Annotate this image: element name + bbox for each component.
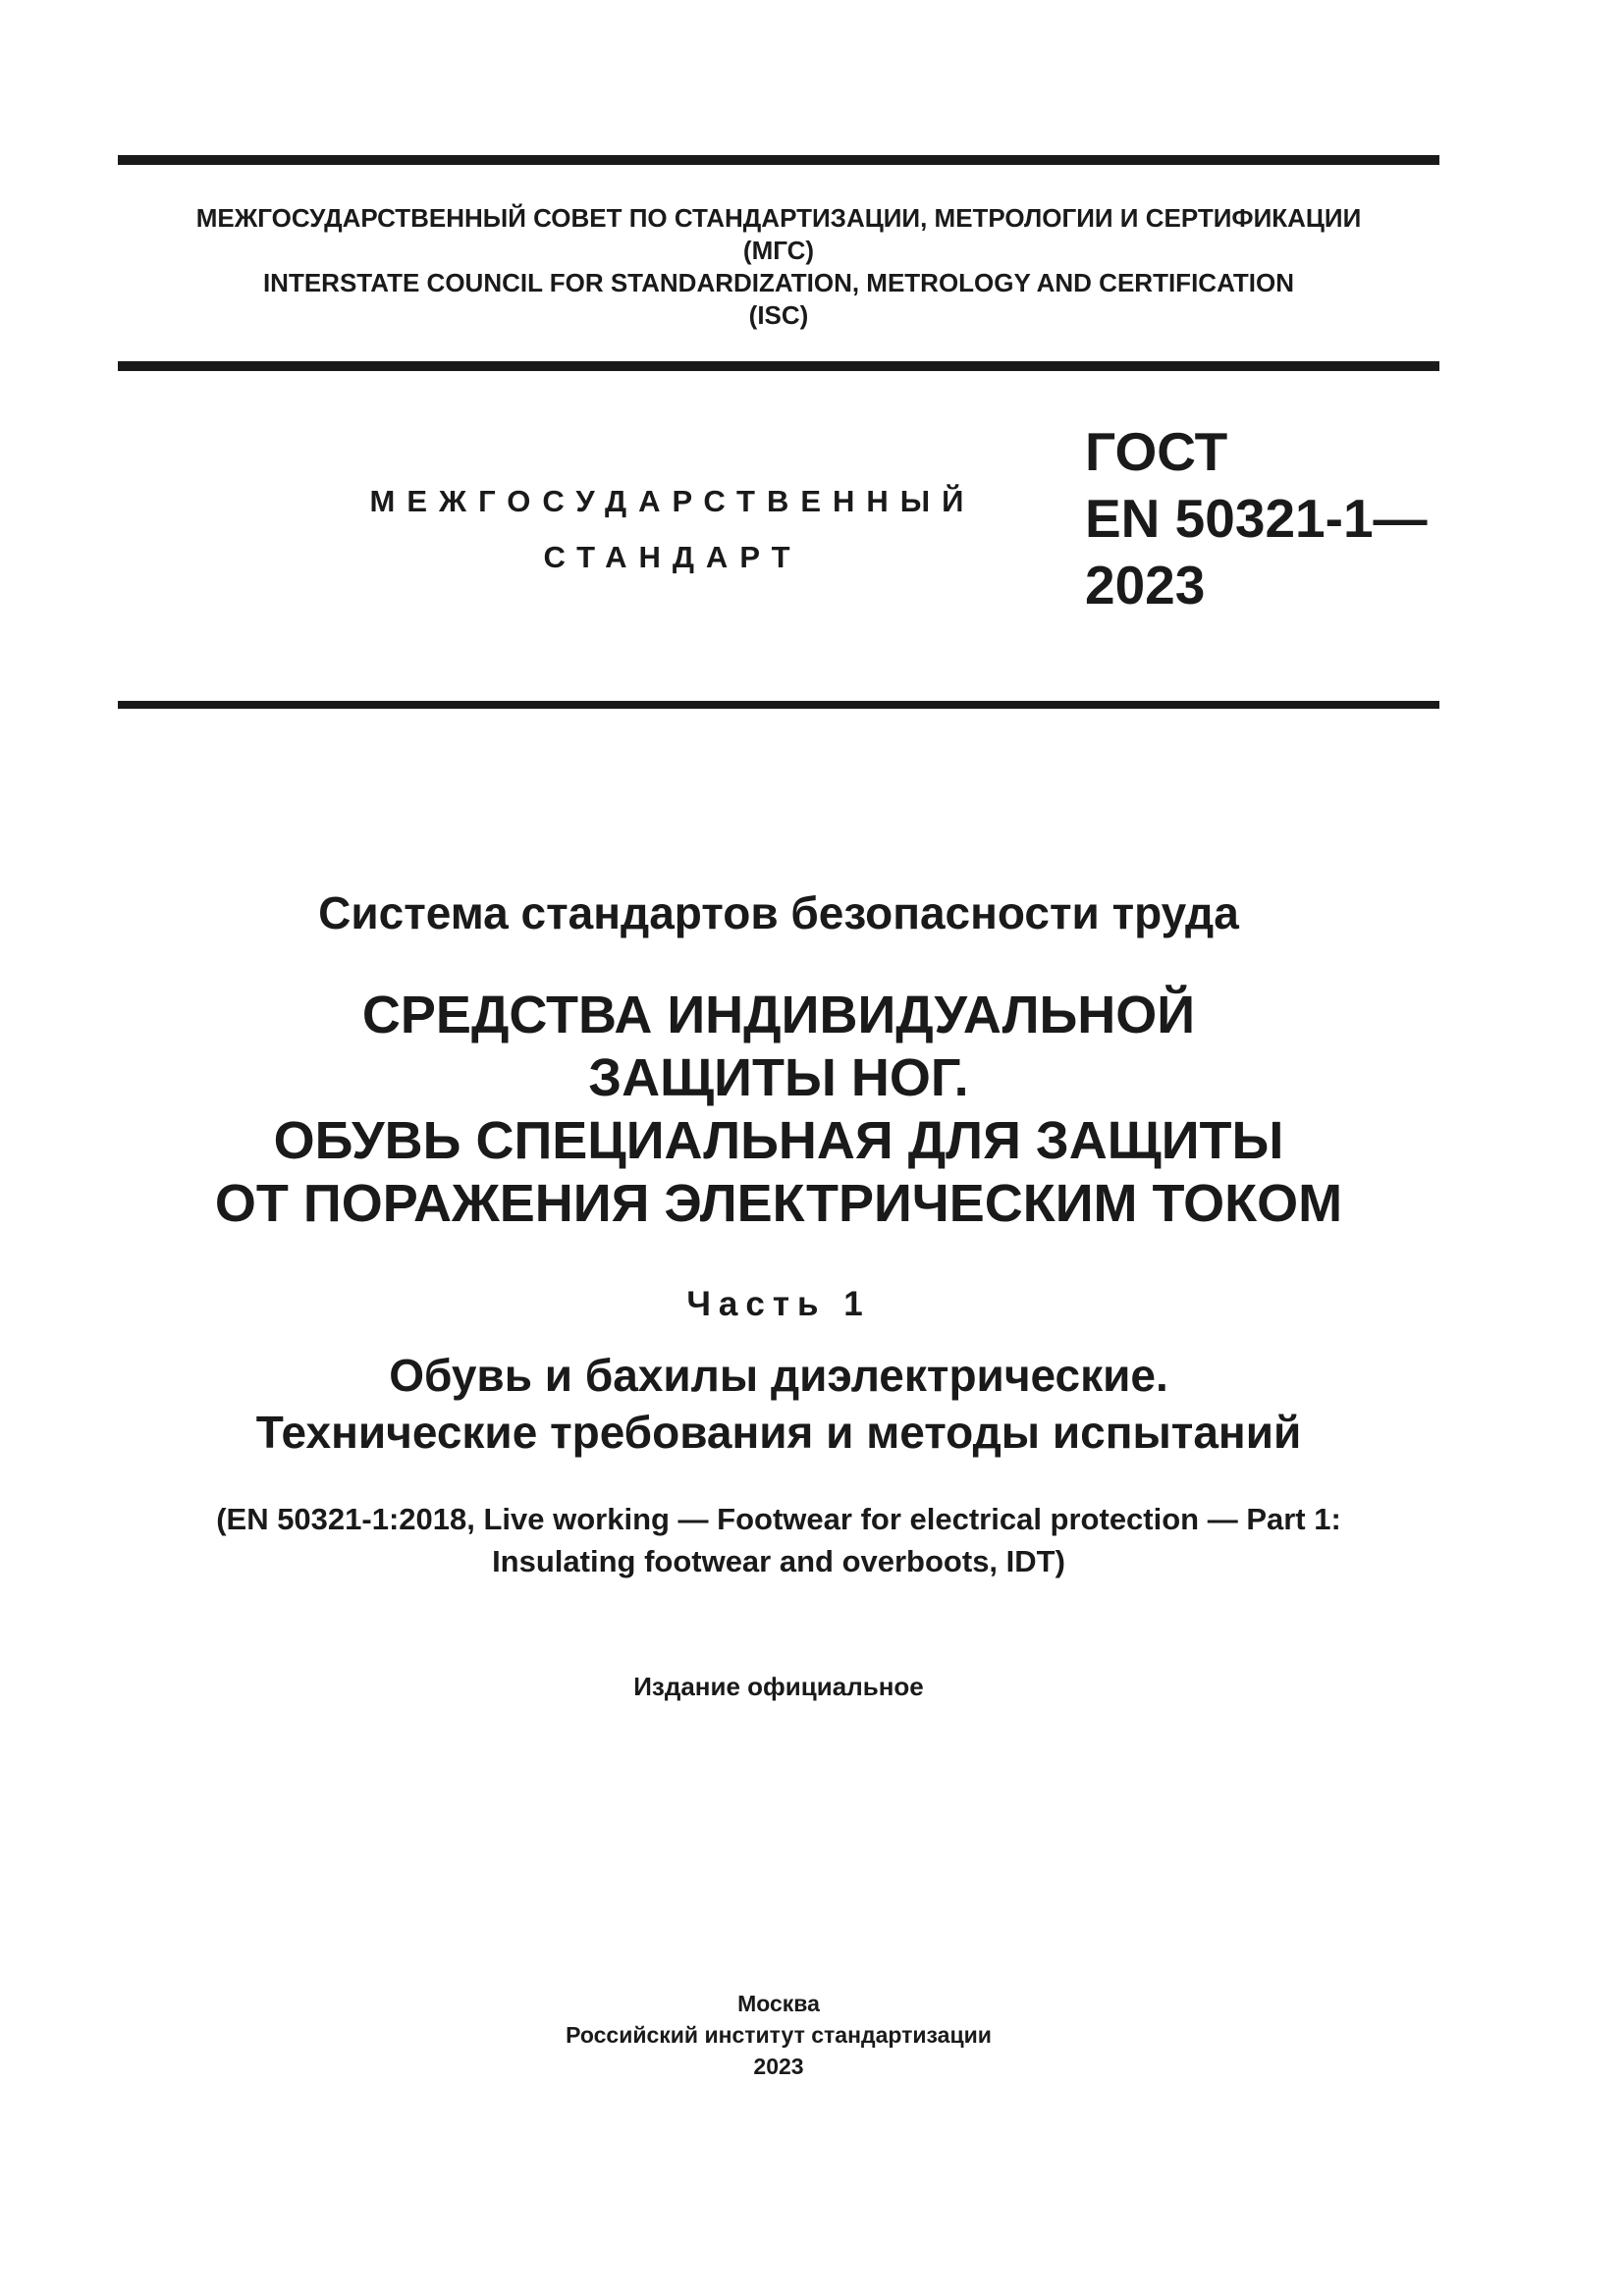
- imprint-year: 2023: [753, 2054, 804, 2079]
- council-abbr-en: (ISC): [748, 300, 809, 330]
- standard-kind-line1: МЕЖГОСУДАРСТВЕННЫЙ: [369, 484, 976, 518]
- main-title-line: ОБУВЬ СПЕЦИАЛЬНАЯ ДЛЯ ЗАЩИТЫ: [273, 1111, 1284, 1170]
- imprint-city: Москва: [737, 1991, 820, 2016]
- en-reference-line: Insulating footwear and overboots, IDT): [492, 1544, 1065, 1578]
- standard-number: [1085, 418, 1428, 618]
- main-title-line: ЗАЩИТЫ НОГ.: [588, 1048, 969, 1107]
- imprint: [118, 1988, 1439, 2082]
- imprint-publisher: Российский институт стандартизации: [566, 2022, 992, 2048]
- edition-note: Издание официальное: [633, 1672, 924, 1701]
- top-rule: [118, 155, 1439, 165]
- en-reference: [118, 1498, 1439, 1582]
- header-rule: [118, 361, 1439, 371]
- standard-number-line1: ГОСТ: [1085, 421, 1228, 482]
- main-title-line: СРЕДСТВА ИНДИВИДУАЛЬНОЙ: [361, 986, 1196, 1044]
- main-title: [118, 984, 1439, 1235]
- subtitle-line: Обувь и бахилы диэлектрические.: [389, 1350, 1168, 1401]
- standard-kind: [363, 473, 982, 585]
- main-title-line: ОТ ПОРАЖЕНИЯ ЭЛЕКТРИЧЕСКИМ ТОКОМ: [214, 1174, 1343, 1233]
- series-title: Система стандартов безопасности труда: [318, 887, 1239, 938]
- part-subtitle: [118, 1347, 1439, 1461]
- part-label: Часть 1: [686, 1285, 871, 1323]
- council-name-en: INTERSTATE COUNCIL FOR STANDARDIZATION, METROLOGY AND CERTIFICATION: [262, 268, 1295, 297]
- standard-number-line2: EN 50321-1—: [1085, 488, 1428, 549]
- en-reference-line: (EN 50321-1:2018, Live working — Footwear for electrical protection — Part 1:: [216, 1502, 1341, 1536]
- standard-kind-line2: СТАНДАРТ: [543, 540, 802, 574]
- designation-rule: [118, 701, 1439, 709]
- council-name-ru: МЕЖГОСУДАРСТВЕННЫЙ СОВЕТ ПО СТАНДАРТИЗАЦИИ, МЕТРОЛОГИИ И СЕРТИФИКАЦИИ: [195, 203, 1362, 233]
- subtitle-line: Технические требования и методы испытаний: [255, 1407, 1302, 1458]
- council-header: [118, 202, 1439, 332]
- council-abbr-ru: (МГС): [742, 236, 815, 265]
- standard-number-line3: 2023: [1085, 555, 1206, 615]
